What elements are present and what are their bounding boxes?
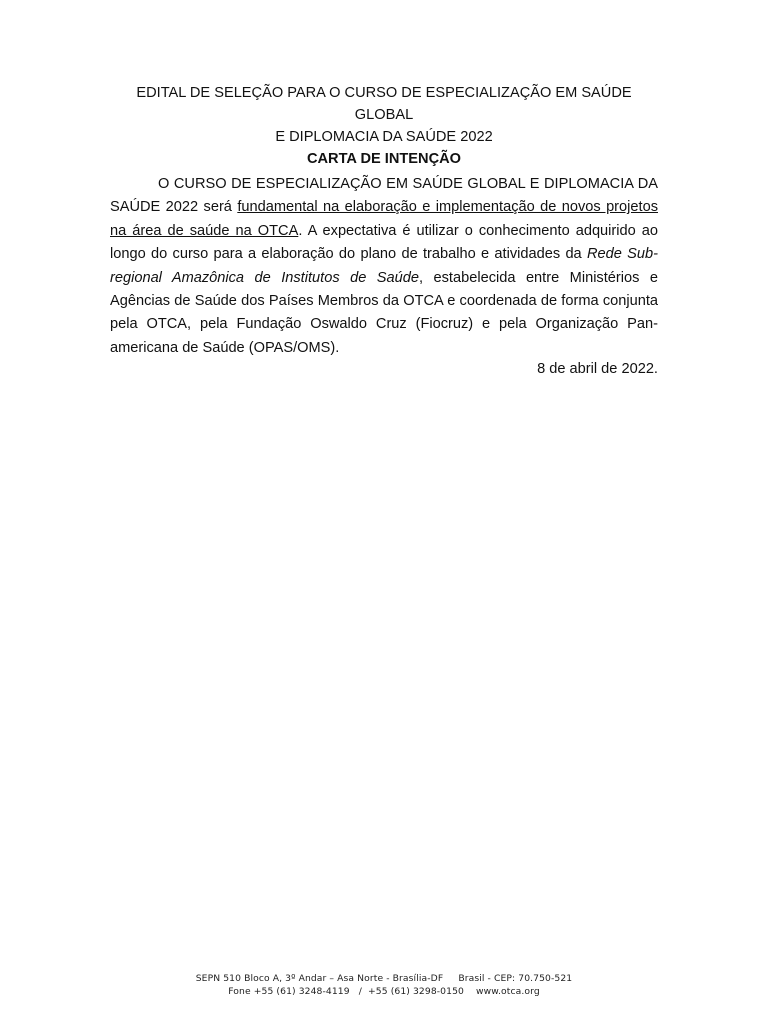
document-subtitle: CARTA DE INTENÇÃO bbox=[306, 151, 462, 167]
document-title-line-2: E DIPLOMACIA DA SAÚDE 2022 bbox=[275, 129, 493, 145]
body-text-part-3: , estabelecida entre Ministérios e Agências de Saúde dos Países Membros da OTCA e coordenada de forma conjunta pela OTCA, pela Fundação Oswaldo Cruz (Fiocruz) e pela Organização Pan-americana de Saúde (OPAS/OMS). bbox=[110, 269, 659, 356]
body-text-part-1: O CURSO DE ESPECIALIZAÇÃO EM SAÚDE GLOBAL E DIPLOMACIA DA SAÚDE 2022 será bbox=[110, 176, 658, 216]
body-italic-text: Rede Sub-regional Amazônica de Institutos de Saúde bbox=[110, 246, 658, 286]
body-paragraph bbox=[110, 173, 658, 360]
body-underlined-text: fundamental na elaboração e implementação de novos projetos na área de saúde na OTCA bbox=[110, 199, 658, 239]
footer-contact: Fone +55 (61) 3248-4119 / +55 (61) 3298-0150 www.otca.org bbox=[228, 986, 540, 997]
page-footer bbox=[0, 972, 768, 998]
body-text-part-2: . A expectativa é utilizar o conhecimento adquirido ao longo do curso para a elaboração do plano de trabalho e atividades da bbox=[110, 222, 659, 263]
document-date: 8 de abril de 2022. bbox=[537, 361, 658, 377]
document-header bbox=[110, 82, 658, 170]
footer-address: SEPN 510 Bloco A, 3º Andar – Asa Norte - Brasília-DF Brasil - CEP: 70.750-521 bbox=[195, 973, 573, 984]
document-title-line-1: EDITAL DE SELEÇÃO PARA O CURSO DE ESPECIALIZAÇÃO EM SAÚDE GLOBAL bbox=[136, 85, 632, 123]
